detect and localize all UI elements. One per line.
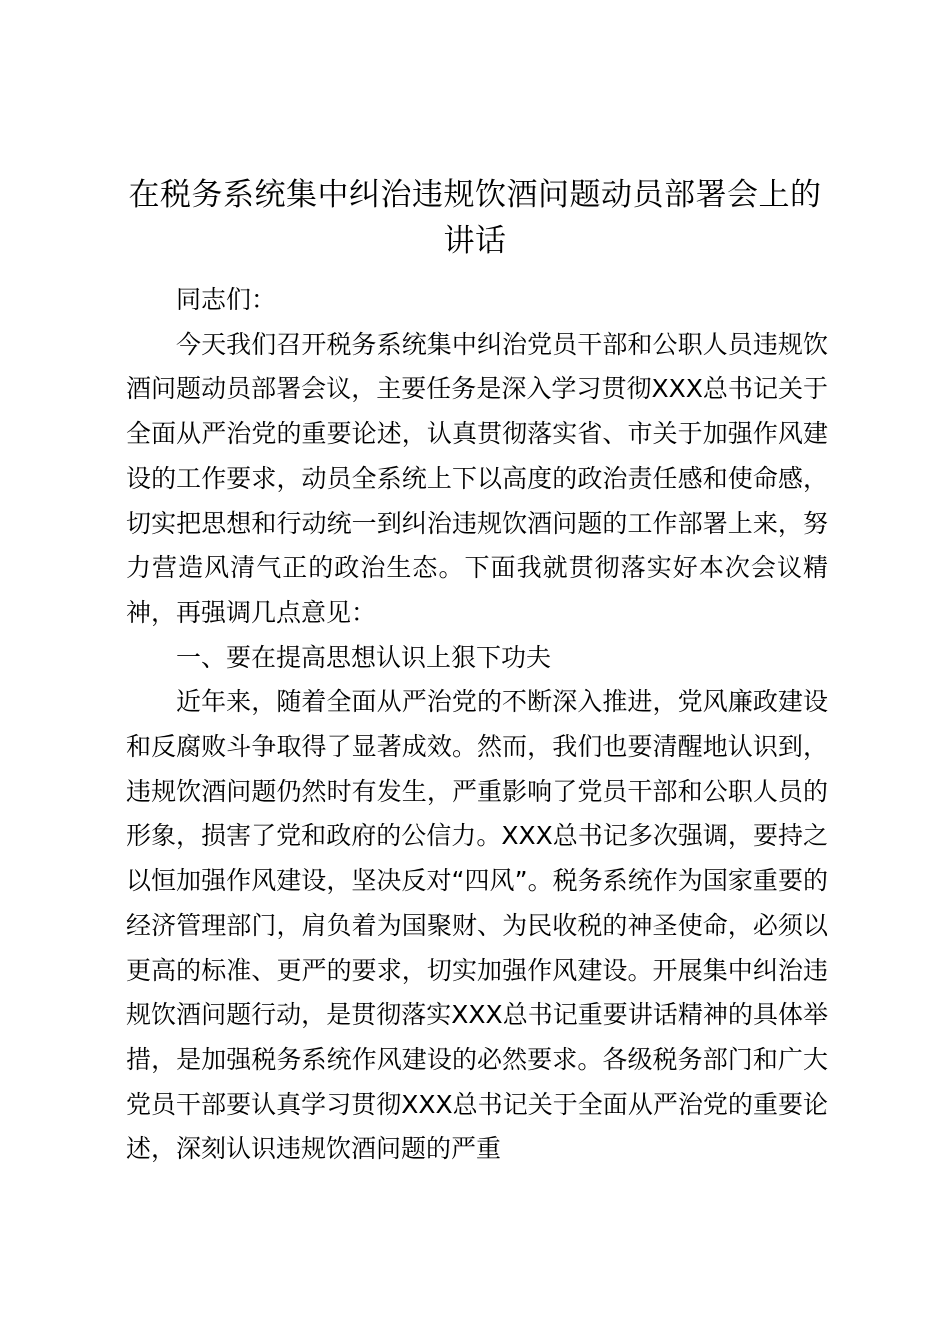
document-title: 在税务系统集中纠治违规饮酒问题动员部署会上的讲话: [128, 177, 822, 259]
section-heading-1: 一、要在提高思想认识上狠下功夫: [176, 642, 552, 672]
salutation: 同志们：: [176, 285, 277, 314]
document-body: [126, 278, 828, 1172]
paragraph-section-1: 近年来，随着全面从严治党的不断深入推进，党风廉政建设和反腐败斗争取得了显著成效。然而，我们也要清醒地认识到，违规饮酒问题仍然时有发生，严重影响了党员干部和公职人员的形象，损害了党和政府的公信力。XXX总书记多次强调，要持之以恒加强作风建设，坚决反对“四风”。税务系统作为国家重要的经济管理部门，肩负着为国聚财、为民收税的神圣使命，必须以更高的标准、更严的要求，切实加强作风建设。开展集中纠治违规饮酒问题行动，是贯彻落实XXX总书记重要讲话精神的具体举措，是加强税务系统作风建设的必然要求。各级税务部门和广大党员干部要认真学习贯彻XXX总书记关于全面从严治党的重要论述，深刻认识违规饮酒问题的严重: [126, 687, 828, 1164]
paragraph-intro: 今天我们召开税务系统集中纠治党员干部和公职人员违规饮酒问题动员部署会议，主要任务是深入学习贯彻XXX总书记关于全面从严治党的重要论述，认真贯彻落实省、市关于加强作风建设的工作要求，动员全系统上下以高度的政治责任感和使命感，切实把思想和行动统一到纠治违规饮酒问题的工作部署上来，努力营造风清气正的政治生态。下面我就贯彻落实好本次会议精神，再强调几点意见：: [126, 329, 828, 627]
